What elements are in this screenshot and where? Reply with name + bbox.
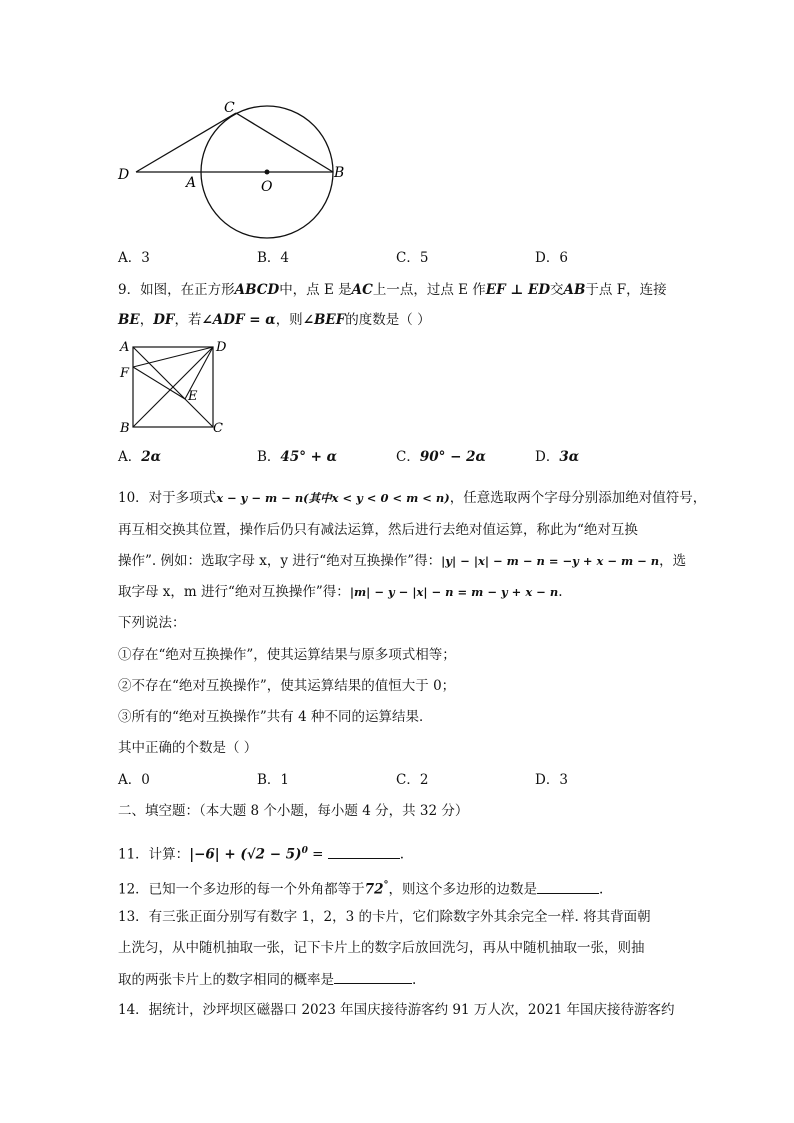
q10-question: 其中正确的个数是（ ） (118, 740, 258, 756)
q10-option-b: B．1 (257, 772, 290, 788)
q10-option-c: C．2 (396, 772, 429, 788)
q13-answer-blank[interactable] (334, 969, 412, 984)
q14-line-1: 14．据统计，沙坪坝区磁器口 2023 年国庆接待游客约 91 万人次，2021 年国庆接待游客约 (118, 1002, 675, 1018)
section-heading: 二、填空题：（本大题 8 个小题，每小题 4 分，共 32 分） (118, 803, 469, 819)
q9-option-d: D．3α (535, 449, 580, 465)
q10-statement-3: ③所有的“绝对互换操作”共有 4 种不同的运算结果． (118, 709, 433, 725)
q10-line-1: 10．对于多项式x − y − m − n(其中x < y < 0 < m < n)，任意选取两个字母分别添加绝对值符号， (118, 490, 707, 506)
q13-line-1: 13．有三张正面分别写有数字 1，2，3 的卡片，它们除数字外其余完全一样. 将其背面朝 (118, 909, 651, 925)
q13-line-2: 上洗匀，从中随机抽取一张，记下卡片上的数字后放回洗匀，再从中随机抽取一张，则抽 (118, 940, 645, 956)
q9-option-a: A．2α (118, 449, 162, 465)
label-b: B (120, 421, 130, 436)
q8-option-c: C．5 (396, 250, 429, 266)
q10-line-4: 取字母 x，m 进行“绝对互换操作”得：|m| − y − |x| − n = m − y + x − n. (118, 584, 563, 600)
q8-option-a: A．3 (118, 250, 150, 266)
q11-answer-blank[interactable] (328, 844, 400, 859)
q12: 12．已知一个多边形的每一个外角都等于72°，则这个多边形的边数是 . (118, 880, 604, 898)
q8-option-b: B．4 (257, 250, 290, 266)
label-o: O (261, 179, 273, 195)
label-c: C (224, 100, 235, 116)
q9-line-1: 9．如图，在正方形ABCD中，点 E 是AC上一点，过点 E 作EF ⊥ ED交AB于点 F，连接 (118, 282, 667, 298)
label-a: A (186, 175, 197, 191)
q10-line-5: 下列说法： (118, 615, 186, 631)
q10-statement-1: ①存在“绝对互换操作”，使其运算结果与原多项式相等； (118, 647, 456, 663)
q10-statement-2: ②不存在“绝对互换操作”，使其运算结果的值恒大于 0； (118, 678, 456, 694)
q10-line-2: 再互相交换其位置，操作后仍只有减法运算，然后进行去绝对值运算，称此为“绝对互换 (118, 522, 638, 538)
label-f: F (120, 366, 130, 381)
q9-line-2: BE，DF，若∠ADF = α，则∠BEF的度数是（ ） (118, 312, 431, 328)
label-a: A (120, 340, 130, 355)
q11: 11．计算：$|-6| + (√2 - 5)^0$ = . (118, 841, 404, 865)
label-d: D (216, 340, 227, 355)
label-e: E (188, 389, 198, 404)
circle-tangent-figure (110, 95, 360, 245)
label-d: D (118, 167, 130, 183)
label-b: B (334, 165, 345, 181)
q9-option-c: C．90° − 2α (396, 449, 486, 465)
q9-option-b: B．45° + α (257, 449, 338, 465)
q8-option-d: D．6 (535, 250, 568, 266)
q13-line-3: 取的两张卡片上的数字相同的概率是 . (118, 969, 416, 990)
q10-option-a: A．0 (118, 772, 150, 788)
label-c: C (213, 421, 223, 436)
q12-answer-blank[interactable] (537, 879, 599, 894)
q10-line-3: 操作”. 例如：选取字母 x，y 进行“绝对互换操作”得：|y| − |x| − m − n = −y + x − m − n，选 (118, 553, 687, 569)
q10-option-d: D．3 (535, 772, 568, 788)
square-figure (114, 336, 234, 436)
